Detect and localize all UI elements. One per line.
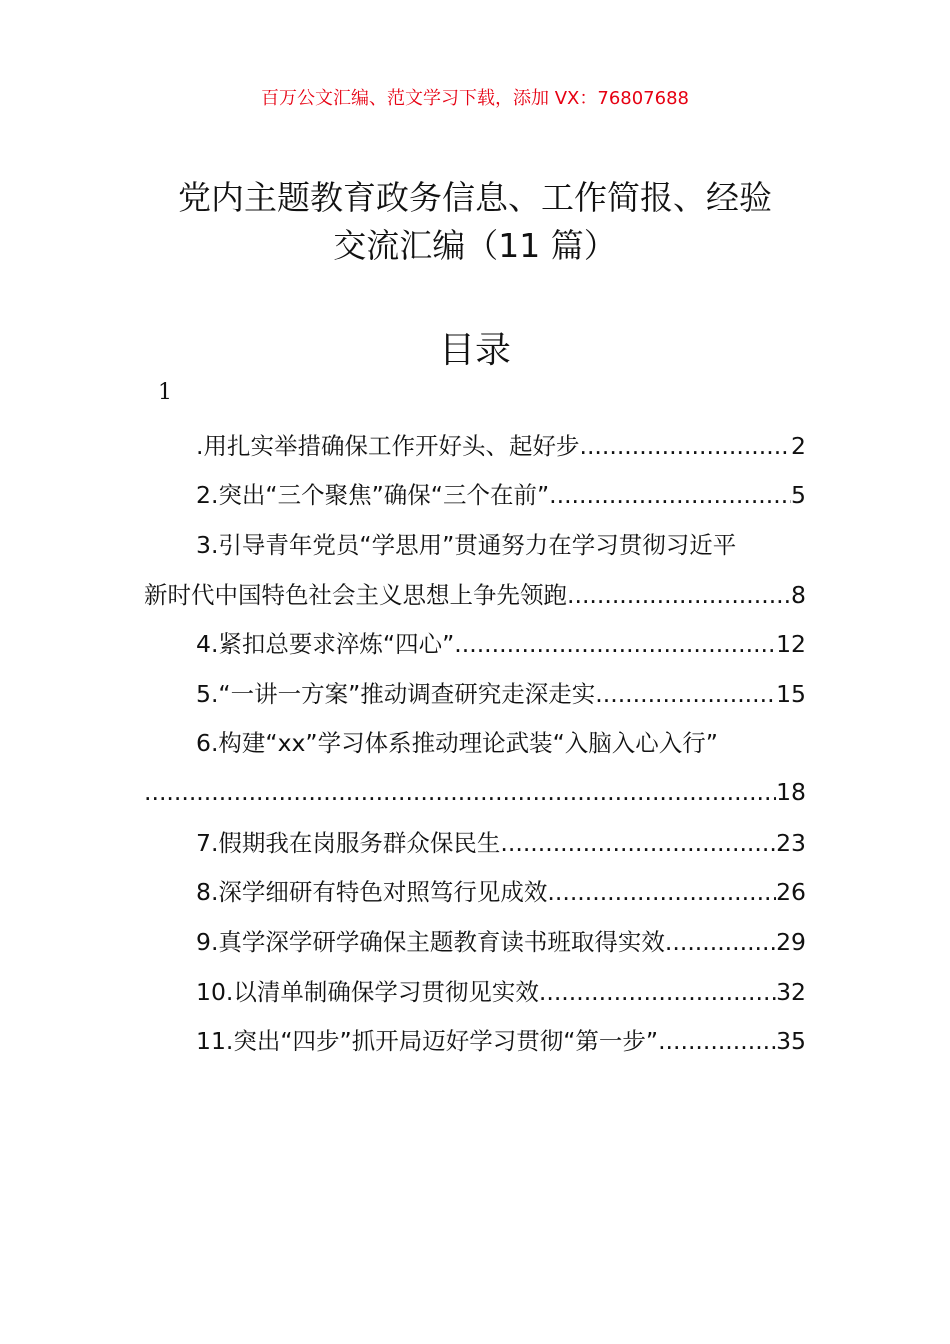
toc-leader-dots	[658, 1021, 776, 1061]
document-title	[80, 174, 870, 270]
toc-entry-page: 8	[791, 581, 806, 609]
toc-entry-title: 8.深学细研有特色对照笃行见成效	[196, 878, 548, 906]
toc-entry-title: 5.“一讲一方案”推动调查研究走深走实	[196, 680, 596, 708]
toc-entry-10[interactable]	[196, 972, 806, 1012]
toc-leader-dots	[579, 426, 791, 466]
toc-entry-9[interactable]	[196, 922, 806, 962]
toc-entry-page: 26	[776, 878, 806, 906]
toc-entry-title: .用扎实举措确保工作开好头、起好步	[196, 432, 580, 460]
toc-entry-8[interactable]	[196, 872, 806, 912]
toc-leader-dots	[567, 575, 791, 615]
toc-entry-title: 9.真学深学研学确保主题教育读书班取得实效	[196, 928, 665, 956]
toc-entry-title: 11.突出“四步”抓开局迈好学习贯彻“第一步”	[196, 1027, 659, 1055]
toc-entry-6[interactable]	[196, 723, 806, 763]
toc-leader-dots	[144, 772, 776, 812]
toc-entry-page: 15	[776, 680, 806, 708]
toc-leader-dots	[665, 922, 776, 962]
page-number: 1	[158, 380, 172, 405]
header-watermark-text: 百万公文汇编、范文学习下载，添加 VX：76807688	[261, 88, 689, 109]
toc-entry-4[interactable]	[196, 624, 806, 664]
toc-heading: 目录	[438, 330, 511, 371]
toc-entry-page: 35	[776, 1027, 806, 1055]
toc-entry-title: 3.引导青年党员“学思用”贯通努力在学习贯彻习近平	[196, 531, 737, 559]
toc-entry-11[interactable]	[196, 1021, 806, 1061]
toc-entry-page: 23	[776, 829, 806, 857]
toc-entry-title: 10.以清单制确保学习贯彻见实效	[196, 978, 539, 1006]
toc-leader-dots	[454, 624, 776, 664]
toc-entry-2[interactable]	[196, 475, 806, 515]
toc-entry-1[interactable]	[196, 426, 806, 466]
toc-entry-title: 2.突出“三个聚焦”确保“三个在前”	[196, 481, 550, 509]
toc-entry-title: 6.构建“xx”学习体系推动理论武装“入脑入心入行”	[196, 729, 718, 757]
toc-entry-3-continuation[interactable]	[144, 575, 806, 615]
toc-leader-dots	[595, 674, 776, 714]
toc-entry-7[interactable]	[196, 823, 806, 863]
toc-entry-page: 18	[776, 778, 806, 806]
title-line-1: 党内主题教育政务信息、工作简报、经验	[178, 178, 772, 217]
toc-entry-page: 32	[776, 978, 806, 1006]
toc-entry-page: 2	[791, 432, 806, 460]
toc-entry-6-leader[interactable]	[144, 772, 806, 812]
toc-leader-dots	[539, 972, 776, 1012]
toc-leader-dots	[549, 475, 791, 515]
toc-entry-title: 7.假期我在岗服务群众保民生	[196, 829, 501, 857]
title-line-2: 交流汇编（11 篇）	[333, 226, 617, 265]
toc-entry-title: 4.紧扣总要求淬炼“四心”	[196, 630, 455, 658]
toc-leader-dots	[547, 872, 776, 912]
toc-entry-page: 12	[776, 630, 806, 658]
toc-entry-page: 5	[791, 481, 806, 509]
toc-entry-3[interactable]	[196, 525, 806, 565]
toc-entry-page: 29	[776, 928, 806, 956]
toc-leader-dots	[500, 823, 776, 863]
toc-entry-5[interactable]	[196, 674, 806, 714]
toc-entry-title: 新时代中国特色社会主义思想上争先领跑	[144, 581, 567, 609]
